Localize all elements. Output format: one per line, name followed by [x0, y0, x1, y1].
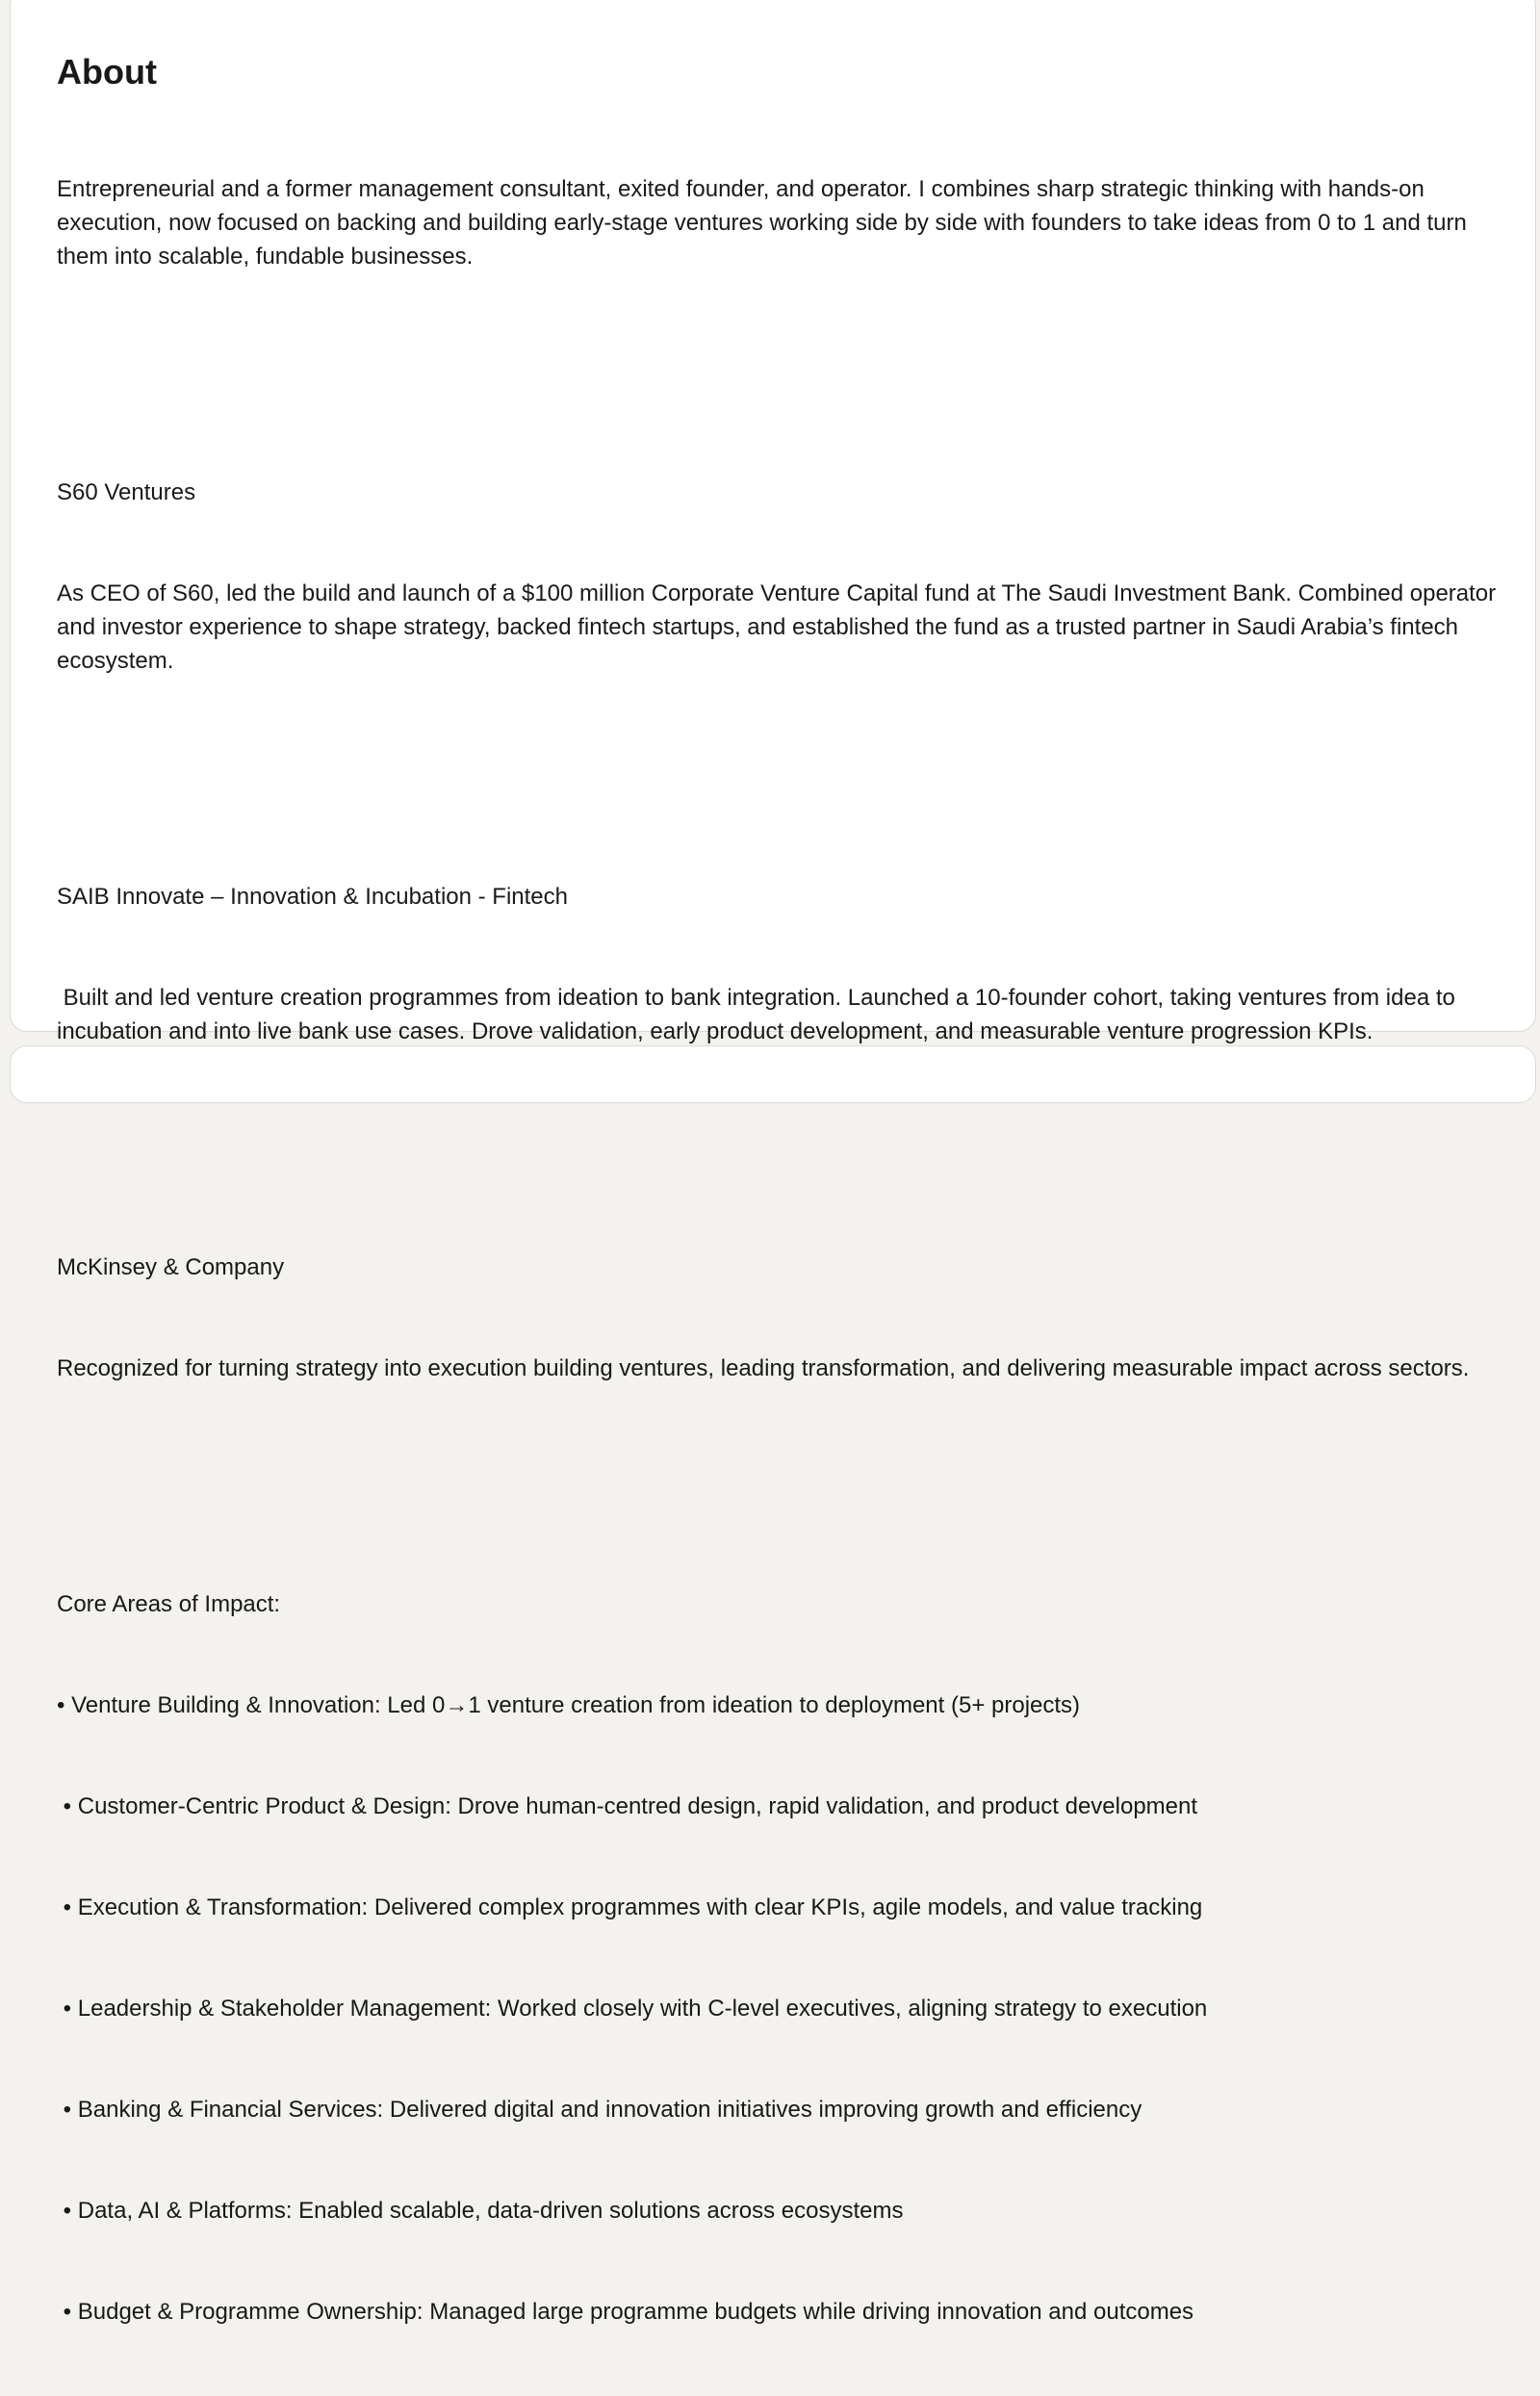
section-text-saib: Built and led venture creation programmes from ideation to bank integration. Launched a 10-founder cohort, taking ventures from idea to incubation and into live bank use cases. Drove validation, early product development, and measurable venture progression KPIs.	[57, 985, 1462, 1044]
section-text-s60: As CEO of S60, led the build and launch of a $100 million Corporate Venture Capital fund at The Saudi Investment Bank. Combined operator and investor experience to shape strategy, backed fintech startups, and established the fund as a trusted partner in Saudi Arabia’s fintech ecosystem.	[57, 580, 1502, 674]
about-content	[57, 51, 1501, 2396]
section-heading-saib: SAIB Innovate – Innovation & Incubation - Fintech	[57, 884, 568, 910]
core-item: • Leadership & Stakeholder Management: Worked closely with C-level executives, aligning strategy to execution	[57, 1996, 1208, 2022]
section-text-mckinsey: Recognized for turning strategy into execution building ventures, leading transformation, and delivering measurable impact across sectors.	[57, 1355, 1470, 1381]
core-item: • Customer-Centric Product & Design: Drove human-centred design, rapid validation, and product development	[57, 1793, 1198, 1819]
about-card	[10, 0, 1536, 2325]
core-item: • Budget & Programme Ownership: Managed large programme budgets while driving innovation and outcomes	[57, 2299, 1194, 2325]
next-card	[10, 1045, 1536, 1103]
about-intro: Entrepreneurial and a former management consultant, exited founder, and operator. I combines sharp strategic thinking with hands-on execution, now focused on backing and building early-stage ventures working side by side with founders to take ideas from 0 to 1 and turn them into scalable, fundable businesses.	[57, 176, 1474, 270]
core-item: • Data, AI & Platforms: Enabled scalable, data-driven solutions across ecosystems	[57, 2198, 904, 2224]
paragraph-spacer	[57, 1453, 1501, 1486]
about-text	[57, 105, 1501, 2396]
paragraph-spacer	[57, 745, 1501, 779]
core-item: • Execution & Transformation: Delivered complex programmes with clear KPIs, agile models, and value tracking	[57, 1894, 1203, 1920]
section-heading-s60: S60 Ventures	[57, 479, 196, 505]
paragraph-spacer	[57, 341, 1501, 374]
about-title: About	[57, 52, 157, 91]
paragraph-spacer	[57, 1116, 1501, 1149]
core-item: • Venture Building & Innovation: Led 0→1 venture creation from ideation to deployment (5+ projects)	[57, 1692, 1081, 1718]
core-areas-heading: Core Areas of Impact:	[57, 1591, 281, 1617]
section-heading-mckinsey: McKinsey & Company	[57, 1254, 285, 1280]
core-item: • Banking & Financial Services: Delivered digital and innovation initiatives improving growth and efficiency	[57, 2097, 1142, 2123]
